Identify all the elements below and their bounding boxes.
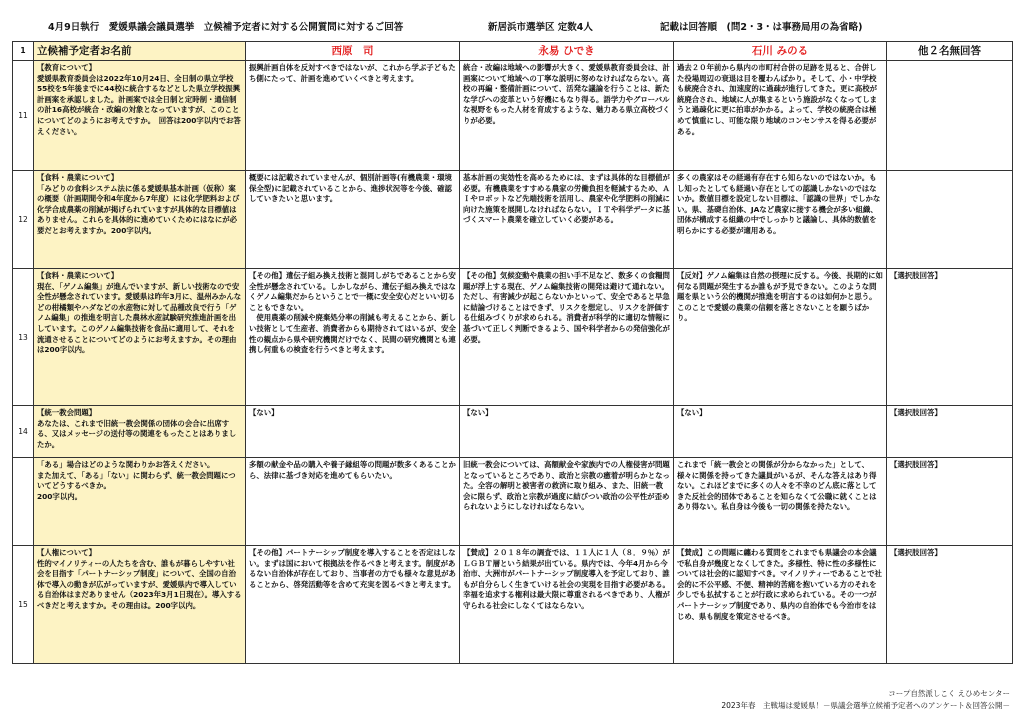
footer-subtitle: 2023年春 主戦場は愛媛県！－県議会選挙立候補予定者へのアンケート＆回答公開－ bbox=[721, 701, 1010, 710]
answer-cell bbox=[887, 61, 1013, 171]
others-no-answer: 他２名無回答 bbox=[887, 42, 1013, 61]
page-header bbox=[0, 19, 1024, 35]
question-cell: 「ある」場合はどのような関わりかお答えください。 また加えて、「ある」「ない」に関わらず、統一教会問題についてどうするべきか。 200字以内。 bbox=[34, 458, 246, 546]
header-num: 1 bbox=[13, 42, 34, 61]
answer-cell: 【その他】パートナーシップ制度を導入することを否定はしない。まずは国において根拠法を作るべきと考えます。制度があるない自治体が存在しており、当事者の方でも様々な意見があることから、啓発活動等を含めて充実を図るべきと考えます。 bbox=[246, 546, 460, 664]
answer-cell: 統合・改編は地域への影響が大きく、愛媛県教育委員会は、計画案について地域への丁寧な説明に努めなければならない。高校の再編・整備計画について、活発な議論を行うことは、新たな学びへの変革という好機にもなり得る。語学力やグローバルな視野をもった人材を育成するような、魅力ある県立高校づくりが必要。 bbox=[460, 61, 674, 171]
table-row bbox=[13, 171, 1013, 269]
answer-cell: 【賛成】この問題に纏わる質問をこれまでも県議会の本会議で私自身が幾度となくしてきた。多様性、特に性の多様性については社会的に認知すべき。マイノリティーであることで社会的に不公平感、不便、精神的苦痛を抱いている方のそれを少しでも払拭することが行政に求められている。その一つがパートナーシップ制度であり、県内の自治体でも今治市をはじめ、県も制度を策定させるべき。 bbox=[674, 546, 887, 664]
answer-cell: これまで「統一教会との関係が分からなかった」として、様々に関係を持ってきた議員がいるが、そんな答えはあり得ない。これほどまでに多くの人々を不幸のどん底に落としてきた反社会的団体であることを知らなくて公職に就くことはあり得ない。私自身は今後も一切の関係を持たない。 bbox=[674, 458, 887, 546]
header-note: 記載は回答順 (問2・3・は事務局用の為省略) bbox=[660, 22, 863, 33]
answer-cell: 概要には記載されていませんが、個別計画等(有機農業・環境保全型)に記載されていることから、進捗状況等を今後、確認していきたいと思います。 bbox=[246, 171, 460, 269]
table-row bbox=[13, 458, 1013, 546]
candidate-2-name: 永易 ひでき bbox=[460, 42, 674, 61]
answer-cell: 多額の献金や品の購入や養子縁組等の問題が数多くあることから、法律に基づき対応を進めてもらいたい。 bbox=[246, 458, 460, 546]
table-row bbox=[13, 61, 1013, 171]
question-cell: 【人権について】 性的マイノリティーの人たちを含む、誰もが暮らしやすい社会を目指す「パートナーシップ制度」について、全国の自治体で導入の動きが広がっていますが、愛媛県内で導入している自治体はまだありません（2023年3月1日現在）。導入するべきだと考えますか。その理由は。200字以内。 bbox=[34, 546, 246, 664]
answer-cell: 【その他】気候変動や農業の担い手不足など、数多くの食糧問題が浮上する現在、ゲノム編集技術の開発は避けて通れない。ただし、有害減少が起こらないかといって、安全であると早急に結論づけることはできず、リスクを想定し、リスクを評価する仕組みづくりが求められる。消費者が科学的に適切な情報に基づいて正しく判断できるよう、国や科学者からの発信強化が必要。 bbox=[460, 269, 674, 406]
row-number: 15 bbox=[13, 546, 34, 664]
answer-cell: 過去２０年前から県内の市町村合併の足跡を見ると、合併した役場周辺の衰退は目を覆わんばかり。そして、小・中学校も統廃合され、加速度的に過疎が進行してきた。更に高校が統廃合され、地域に人が集まるという施設がなくなってしまうと過疎化に更に拍車がかかる。よって、学校の統廃合は極めて慎重にし、可能な限り地域のコンセンサスを得る必要がある。 bbox=[674, 61, 887, 171]
footer-org: コープ自然派しこく えひめセンター bbox=[888, 689, 1010, 698]
question-cell: 【教育について】 愛媛県教育委員会は2022年10月24日、全日制の県立学校55校を5年後までに44校に統合するなどとした県立学校振興計画案を承認しました。計画案では全日制と定時制・通信制の計16高校が統合・改編の対象となっていますが、このことについてどのようにお考えですか。 回答は200字以内でお答えください。 bbox=[34, 61, 246, 171]
answer-cell bbox=[887, 171, 1013, 269]
header-row bbox=[13, 42, 1013, 61]
district-label: 新居浜市選挙区 定数4人 bbox=[488, 22, 593, 33]
answer-cell: 【選択肢回答】 bbox=[887, 458, 1013, 546]
answer-cell: 多くの農家はその経過有存在すら知らないのではないか。もし知ったとしても経過い存在としての認識しかないのではないか。数値目標を設定しない目標は、「認識の世界」でしかない。県、基礎自治体、JAなど農家に接する機会が多い組織、団体が構成する組織の中でしっかりと議論し、具体的数値を明らかにする必要が適用ある。 bbox=[674, 171, 887, 269]
question-cell: 【統一教会問題】 あなたは、これまで旧統一教会関係の団体の会合に出席する、又はメッセージの送付等の関連をもったことはありましたか。 bbox=[34, 406, 246, 458]
candidate-1-name: 西原 司 bbox=[246, 42, 460, 61]
table-row bbox=[13, 406, 1013, 458]
answer-cell: 基本計画の実効性を高めるためには、まずは具体的な目標値が必要。有機農業をすすめる農家の労働負担を軽減するため、ＡＩやロボットなど先端技術を活用し、農家や化学肥料の削減に向けた施策を展開しなければならない。ＩＴや科学データに基づくスマート農業を確立していく必要がある。 bbox=[460, 171, 674, 269]
row-number: 11 bbox=[13, 61, 34, 171]
answer-cell: 【ない】 bbox=[246, 406, 460, 458]
answer-cell: 【その他】遺伝子組み換え技術と混同しがちであることから安全性が懸念されている。しかしながら、遺伝子組み換えではなくゲノム編集だからということで一概に安全安心だといい切ることもできない。 使用農薬の削減や廃棄処分率の削減も考えることから、新しい技術として生産者、消費者からも期待されてはいるが、安全性の観点から県や研究機関だけでなく、民間の研究機関とも連携し何重もの検査を行うべきと考えます。 bbox=[246, 269, 460, 406]
question-cell: 【食料・農業について】 「みどりの食料システム法に係る愛媛県基本計画（仮称）案の概要（計画期間令和4年度から7年度）には化学肥料および化学合成農薬の削減が掲げられていますが具体的な目標値はありません。これらを具体的に進めていくためにはなにが必要だとお考えますか。200字以内。 bbox=[34, 171, 246, 269]
row-number: 12 bbox=[13, 171, 34, 269]
row-number: 14 bbox=[13, 406, 34, 458]
row-number: 13 bbox=[13, 269, 34, 406]
table-row bbox=[13, 546, 1013, 664]
answer-cell: 【選択肢回答】 bbox=[887, 406, 1013, 458]
header-question: 立候補予定者お名前 bbox=[34, 42, 246, 61]
document-title: 4月9日執行 愛媛県議会議員選挙 立候補予定者に対する公開質問に対するご回答 bbox=[48, 22, 404, 33]
answer-cell: 【反対】ゲノム編集は自然の摂理に反する。今後、長期的に如何なる問題が発生するか誰もが予見できない。このような問題を県という公的機関が推進を明言するのは如何かと思う。このことで愛媛の農業の信頼を落とさないことを願うばかり。 bbox=[674, 269, 887, 406]
answer-cell: 【賛成】２０１８年の調査では、１１人に１人（８．９％）がＬＧＢＴ層という結果が出ている。県内では、今年4月から今治市、大洲市がパートナーシップ制度導入を予定しており、誰もが自分らしく生きていける社会の実現を目指す必要がある。幸福を追求する権利は最大限に尊重されるべきであり、人権が守られる社会にしなくてはならない。 bbox=[460, 546, 674, 664]
table-row bbox=[13, 269, 1013, 406]
answer-cell: 【ない】 bbox=[674, 406, 887, 458]
answer-cell: 旧統一教会については、高額献金や家族内での人権侵害が問題となっているところであり、政治と宗教の癒着が明らかとなった。全容の解明と被害者の救済に取り組み、また、旧統一教会に限らず、政治と宗教が過度に結びつい政治の公平性が歪められないようにしなければならない。 bbox=[460, 458, 674, 546]
answer-cell: 【ない】 bbox=[460, 406, 674, 458]
answers-table bbox=[12, 41, 1013, 664]
question-cell: 【食料・農業について】 現在、「ゲノム編集」が進んでいますが、新しい技術なので安全性が懸念されています。愛媛県は昨年3月に、温州みかんなどの柑橘類やハダなどの水産物に対して品種改良で行う「ゲノム編集」の推進を明言した農林水産試験研究推進計画を出しています。このゲノム編集技術を食品に適用して、それを流通させることについてどのようにお考えますか。その理由は200字以内。 bbox=[34, 269, 246, 406]
row-number bbox=[13, 458, 34, 546]
answer-cell: 【選択肢回答】 bbox=[887, 269, 1013, 406]
answer-cell: 【選択肢回答】 bbox=[887, 546, 1013, 664]
answer-cell: 振興計画自体を反対すべきではないが、これから学ぶ子どもたち側にたって、計画を進めていくべきと考えます。 bbox=[246, 61, 460, 171]
candidate-3-name: 石川 みのる bbox=[674, 42, 887, 61]
